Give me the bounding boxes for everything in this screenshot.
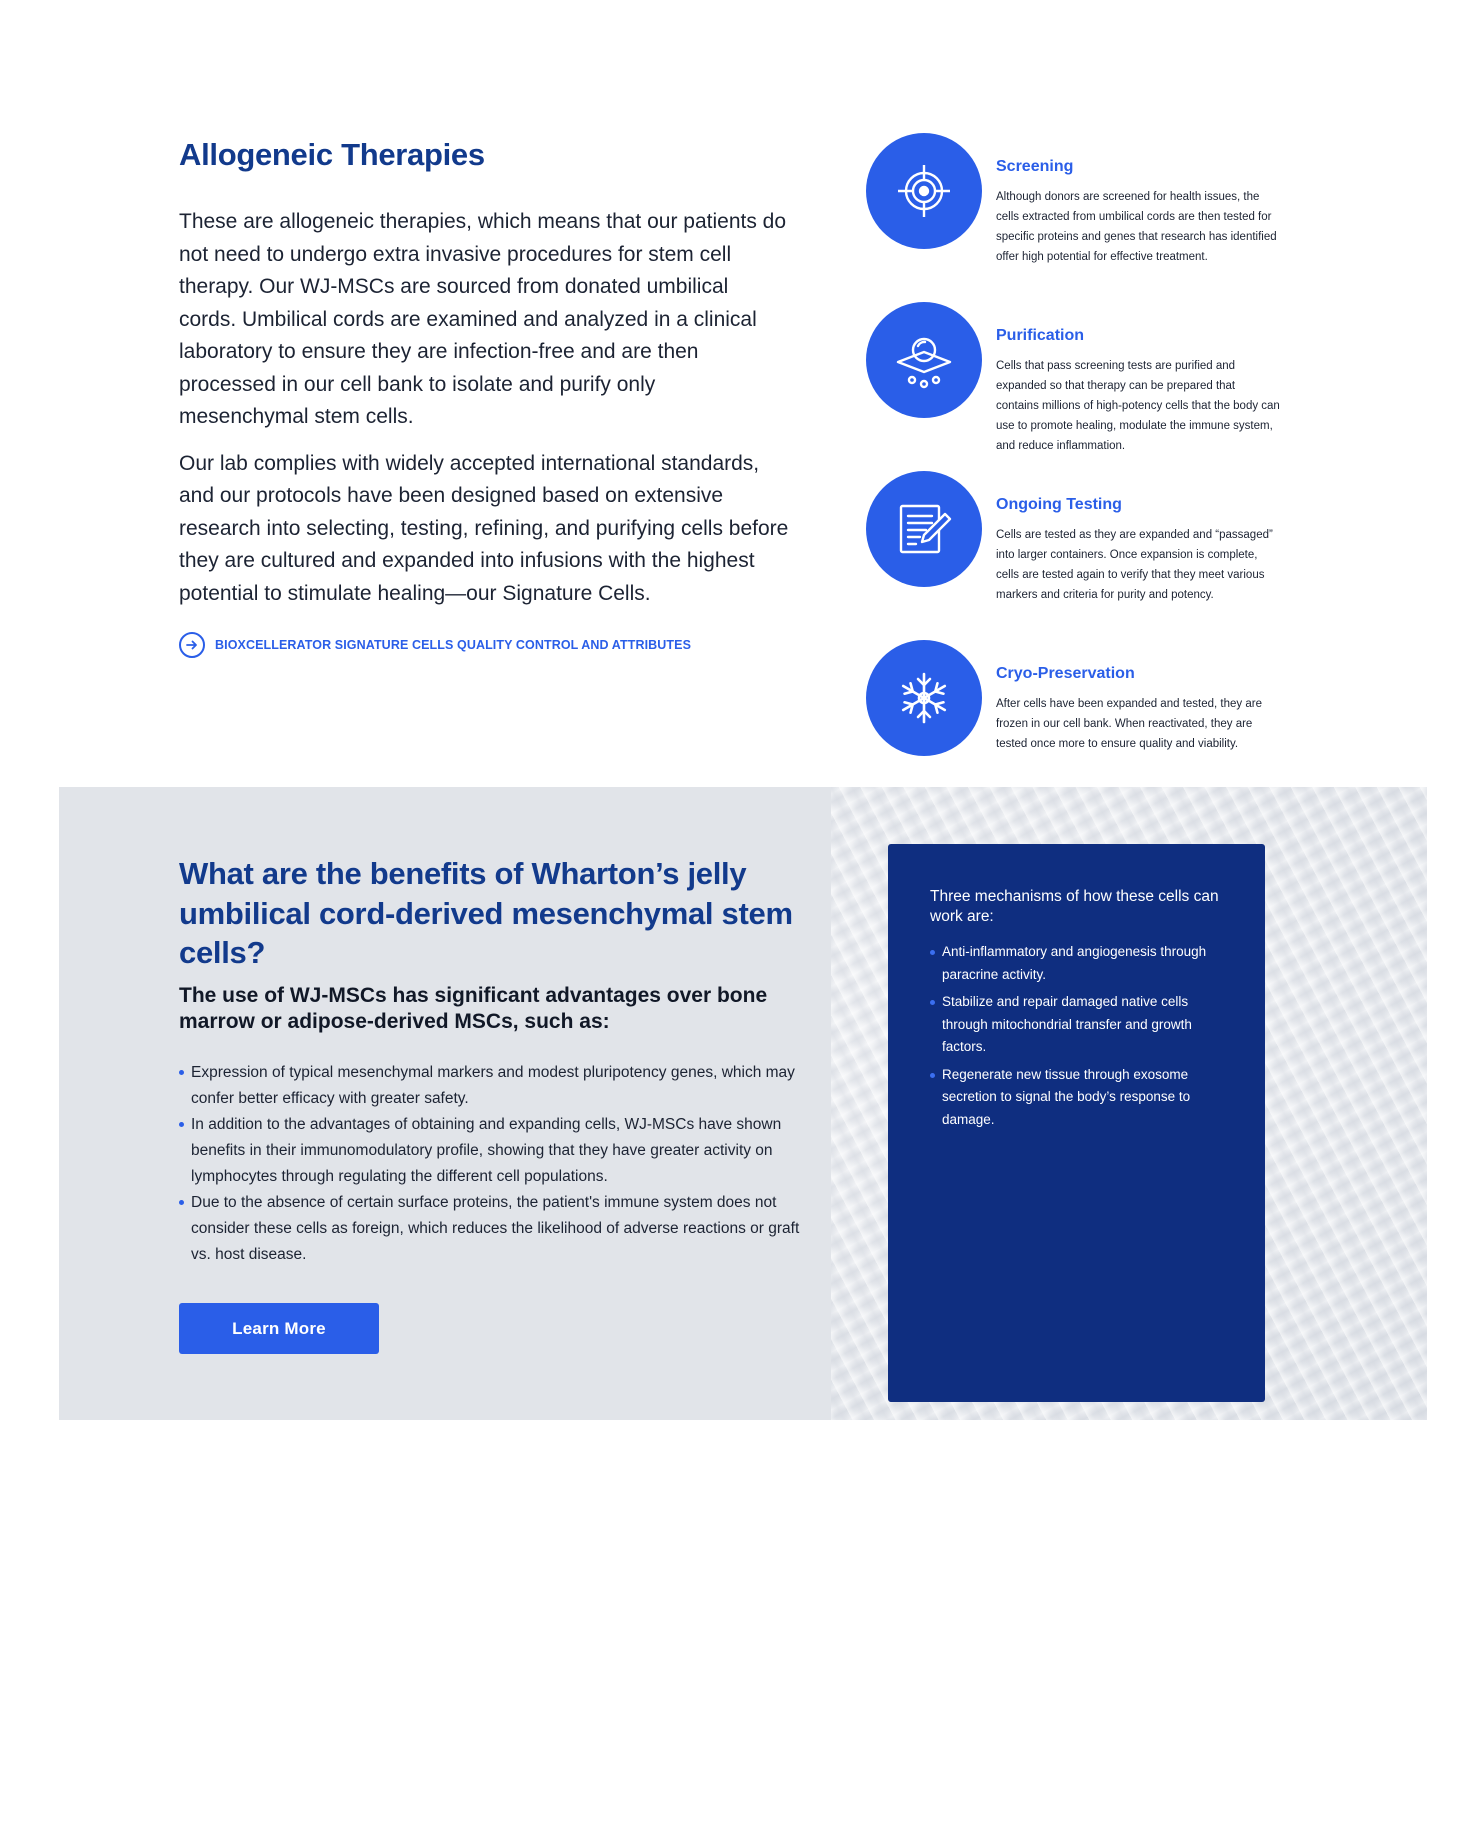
benefits-list bbox=[179, 1060, 819, 1268]
step-title: Purification bbox=[996, 327, 1085, 344]
benefits-content bbox=[179, 854, 819, 1268]
list-item: Due to the absence of certain surface proteins, the patient's immune system does not consider these cells as foreign, which reduces the likelihood of adverse reactions or graft vs. host disease. bbox=[179, 1190, 819, 1268]
list-item: Expression of typical mesenchymal markers and modest pluripotency genes, which may confer better efficacy with greater safety. bbox=[179, 1060, 819, 1112]
purification-icon bbox=[866, 302, 982, 418]
list-item: Anti-inflammatory and angiogenesis through paracrine activity. bbox=[930, 941, 1223, 986]
quality-control-link[interactable] bbox=[179, 632, 789, 658]
allogeneic-section bbox=[179, 135, 789, 658]
benefits-subtitle: The use of WJ-MSCs has significant advantages over bone marrow or adipose-derived MSCs, such as: bbox=[179, 983, 768, 1033]
step-text: Although donors are screened for health issues, the cells extracted from umbilical cords are then tested for specific proteins and genes that research has identified offer high potential for effective treatment. bbox=[996, 191, 1277, 263]
benefits-band bbox=[59, 787, 1427, 1420]
allogeneic-title: Allogeneic Therapies bbox=[179, 137, 485, 172]
step-text: Cells that pass screening tests are purified and expanded so that therapy can be prepared that contains millions of high-potency cells that the body can use to promote healing, modulate the immune system, and reduce inflammation. bbox=[996, 360, 1280, 452]
step-screening-body bbox=[996, 157, 1281, 267]
step-text: Cells are tested as they are expanded and “passaged” into larger containers. Once expansion is complete, cells are tested again to verify that they meet various markers and criteria for purity and potency. bbox=[996, 529, 1273, 601]
target-icon bbox=[866, 133, 982, 249]
step-cryo-preservation-body bbox=[996, 664, 1281, 754]
step-cryo-preservation bbox=[866, 640, 1286, 809]
quality-control-link-label: BIOXCELLERATOR SIGNATURE CELLS QUALITY CONTROL AND ATTRIBUTES bbox=[215, 638, 692, 652]
document-pen-icon bbox=[866, 471, 982, 587]
step-screening bbox=[866, 133, 1286, 302]
arrow-right-circle-icon bbox=[179, 632, 205, 658]
texture-panel bbox=[831, 787, 1427, 1420]
step-text: After cells have been expanded and tested, they are frozen in our cell bank. When reactivated, they are tested once more to ensure quality and viability. bbox=[996, 698, 1262, 750]
step-purification bbox=[866, 302, 1286, 471]
learn-more-button[interactable]: Learn More bbox=[179, 1303, 379, 1354]
benefits-panel bbox=[59, 787, 831, 1420]
snowflake-icon bbox=[866, 640, 982, 756]
benefits-title: What are the benefits of Wharton’s jelly umbilical cord-derived mesenchymal stem cells? bbox=[179, 856, 793, 970]
step-purification-body bbox=[996, 326, 1281, 456]
list-item: Stabilize and repair damaged native cells through mitochondrial transfer and growth factors. bbox=[930, 991, 1223, 1059]
allogeneic-paragraph-2: Our lab complies with widely accepted international standards, and our protocols have been designed based on extensive research into selecting, testing, refining, and purifying cells before they are cultured and expanded into infusions with the highest potential to stimulate healing—our Signature Cells. bbox=[179, 451, 789, 605]
mechanisms-list bbox=[930, 941, 1223, 1131]
mechanisms-card bbox=[888, 844, 1265, 1402]
allogeneic-paragraph-1: These are allogeneic therapies, which means that our patients do not need to undergo extra invasive procedures for stem cell therapy. Our WJ-MSCs are sourced from donated umbilical cords. Umbilical cords are examined and analyzed in a clinical laboratory to ensure they are infection-free and are then processed in our cell bank to isolate and purify only mesenchymal stem cells. bbox=[179, 210, 787, 428]
list-item: Regenerate new tissue through exosome secretion to signal the body’s response to damage. bbox=[930, 1064, 1223, 1132]
process-steps bbox=[866, 133, 1286, 809]
list-item: In addition to the advantages of obtaining and expanding cells, WJ-MSCs have shown benefits in their immunomodulatory profile, showing that they have greater activity on lymphocytes through regulating the different cell populations. bbox=[179, 1112, 819, 1190]
step-title: Screening bbox=[996, 158, 1074, 175]
step-ongoing-testing-body bbox=[996, 495, 1281, 605]
step-title: Cryo-Preservation bbox=[996, 665, 1135, 682]
mechanisms-title: Three mechanisms of how these cells can work are: bbox=[930, 888, 1219, 925]
step-title: Ongoing Testing bbox=[996, 496, 1122, 513]
step-ongoing-testing bbox=[866, 471, 1286, 640]
